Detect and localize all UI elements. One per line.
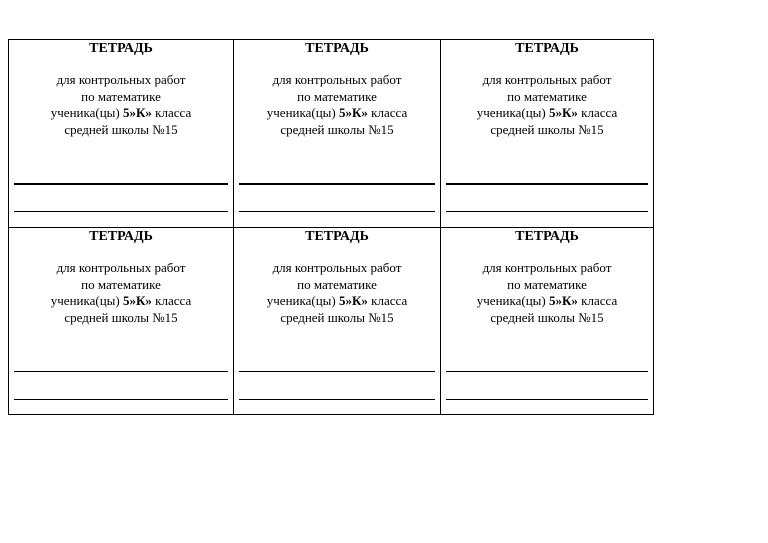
card-line-school: средней школы №15: [64, 309, 178, 325]
card-title: ТЕТРАДЬ: [305, 41, 369, 56]
card-title: ТЕТРАДЬ: [515, 41, 579, 56]
card-class-name: 5»К»: [548, 293, 578, 308]
card-line-school: средней школы №15: [280, 309, 394, 325]
card-class-prefix: ученика(цы): [476, 293, 549, 308]
notebook-label-card: [234, 40, 440, 227]
card-line-class: [9, 293, 233, 310]
card-class-name: 5»К»: [338, 293, 368, 308]
notebook-label-card: [441, 40, 653, 227]
card-line-school: средней школы №15: [280, 121, 394, 137]
card-class-suffix: класса: [367, 293, 408, 308]
card-line-purpose: для контрольных работ: [56, 260, 186, 275]
notebook-label-card: [441, 228, 653, 414]
card-line-subject: по математике: [507, 276, 587, 292]
card-line-class: [234, 105, 440, 122]
card-class-suffix: класса: [577, 105, 618, 120]
card-line-subject: по математике: [297, 88, 377, 104]
name-write-line: [446, 211, 648, 212]
card-text: [9, 260, 233, 326]
card-class-prefix: ученика(цы): [50, 105, 123, 120]
card-line-subject: по математике: [297, 276, 377, 292]
card-title: ТЕТРАДЬ: [89, 229, 153, 244]
card-line-purpose: для контрольных работ: [272, 260, 402, 275]
card-line-purpose: для контрольных работ: [56, 72, 186, 87]
name-write-line: [239, 399, 435, 400]
card-class-suffix: класса: [151, 293, 192, 308]
card-class-name: 5»К»: [122, 293, 152, 308]
card-class-suffix: класса: [151, 105, 192, 120]
name-write-line: [14, 183, 228, 185]
name-write-line: [239, 371, 435, 372]
name-write-line: [239, 183, 435, 185]
card-title: ТЕТРАДЬ: [305, 229, 369, 244]
card-line-subject: по математике: [81, 276, 161, 292]
notebook-label-card: [9, 228, 233, 414]
card-line-subject: по математике: [81, 88, 161, 104]
card-line-class: [441, 105, 653, 122]
card-line-class: [9, 105, 233, 122]
card-class-prefix: ученика(цы): [476, 105, 549, 120]
card-line-school: средней школы №15: [490, 309, 604, 325]
card-line-purpose: для контрольных работ: [482, 72, 612, 87]
card-class-name: 5»К»: [122, 105, 152, 120]
card-text: [234, 72, 440, 138]
card-line-purpose: для контрольных работ: [272, 72, 402, 87]
card-line-school: средней школы №15: [490, 121, 604, 137]
card-line-purpose: для контрольных работ: [482, 260, 612, 275]
label-sheet: [8, 39, 654, 415]
card-class-prefix: ученика(цы): [266, 105, 339, 120]
card-line-school: средней школы №15: [64, 121, 178, 137]
card-class-prefix: ученика(цы): [50, 293, 123, 308]
card-text: [234, 260, 440, 326]
card-class-prefix: ученика(цы): [266, 293, 339, 308]
card-class-suffix: класса: [577, 293, 618, 308]
card-line-subject: по математике: [507, 88, 587, 104]
notebook-label-card: [9, 40, 233, 227]
name-write-line: [14, 371, 228, 372]
notebook-label-card: [234, 228, 440, 414]
card-text: [9, 72, 233, 138]
name-write-line: [446, 183, 648, 185]
name-write-line: [14, 399, 228, 400]
name-write-line: [239, 211, 435, 212]
card-class-suffix: класса: [367, 105, 408, 120]
card-class-name: 5»К»: [548, 105, 578, 120]
card-text: [441, 72, 653, 138]
card-title: ТЕТРАДЬ: [89, 41, 153, 56]
name-write-line: [446, 371, 648, 372]
card-line-class: [234, 293, 440, 310]
name-write-line: [446, 399, 648, 400]
name-write-line: [14, 211, 228, 212]
card-class-name: 5»К»: [338, 105, 368, 120]
card-text: [441, 260, 653, 326]
card-line-class: [441, 293, 653, 310]
card-title: ТЕТРАДЬ: [515, 229, 579, 244]
